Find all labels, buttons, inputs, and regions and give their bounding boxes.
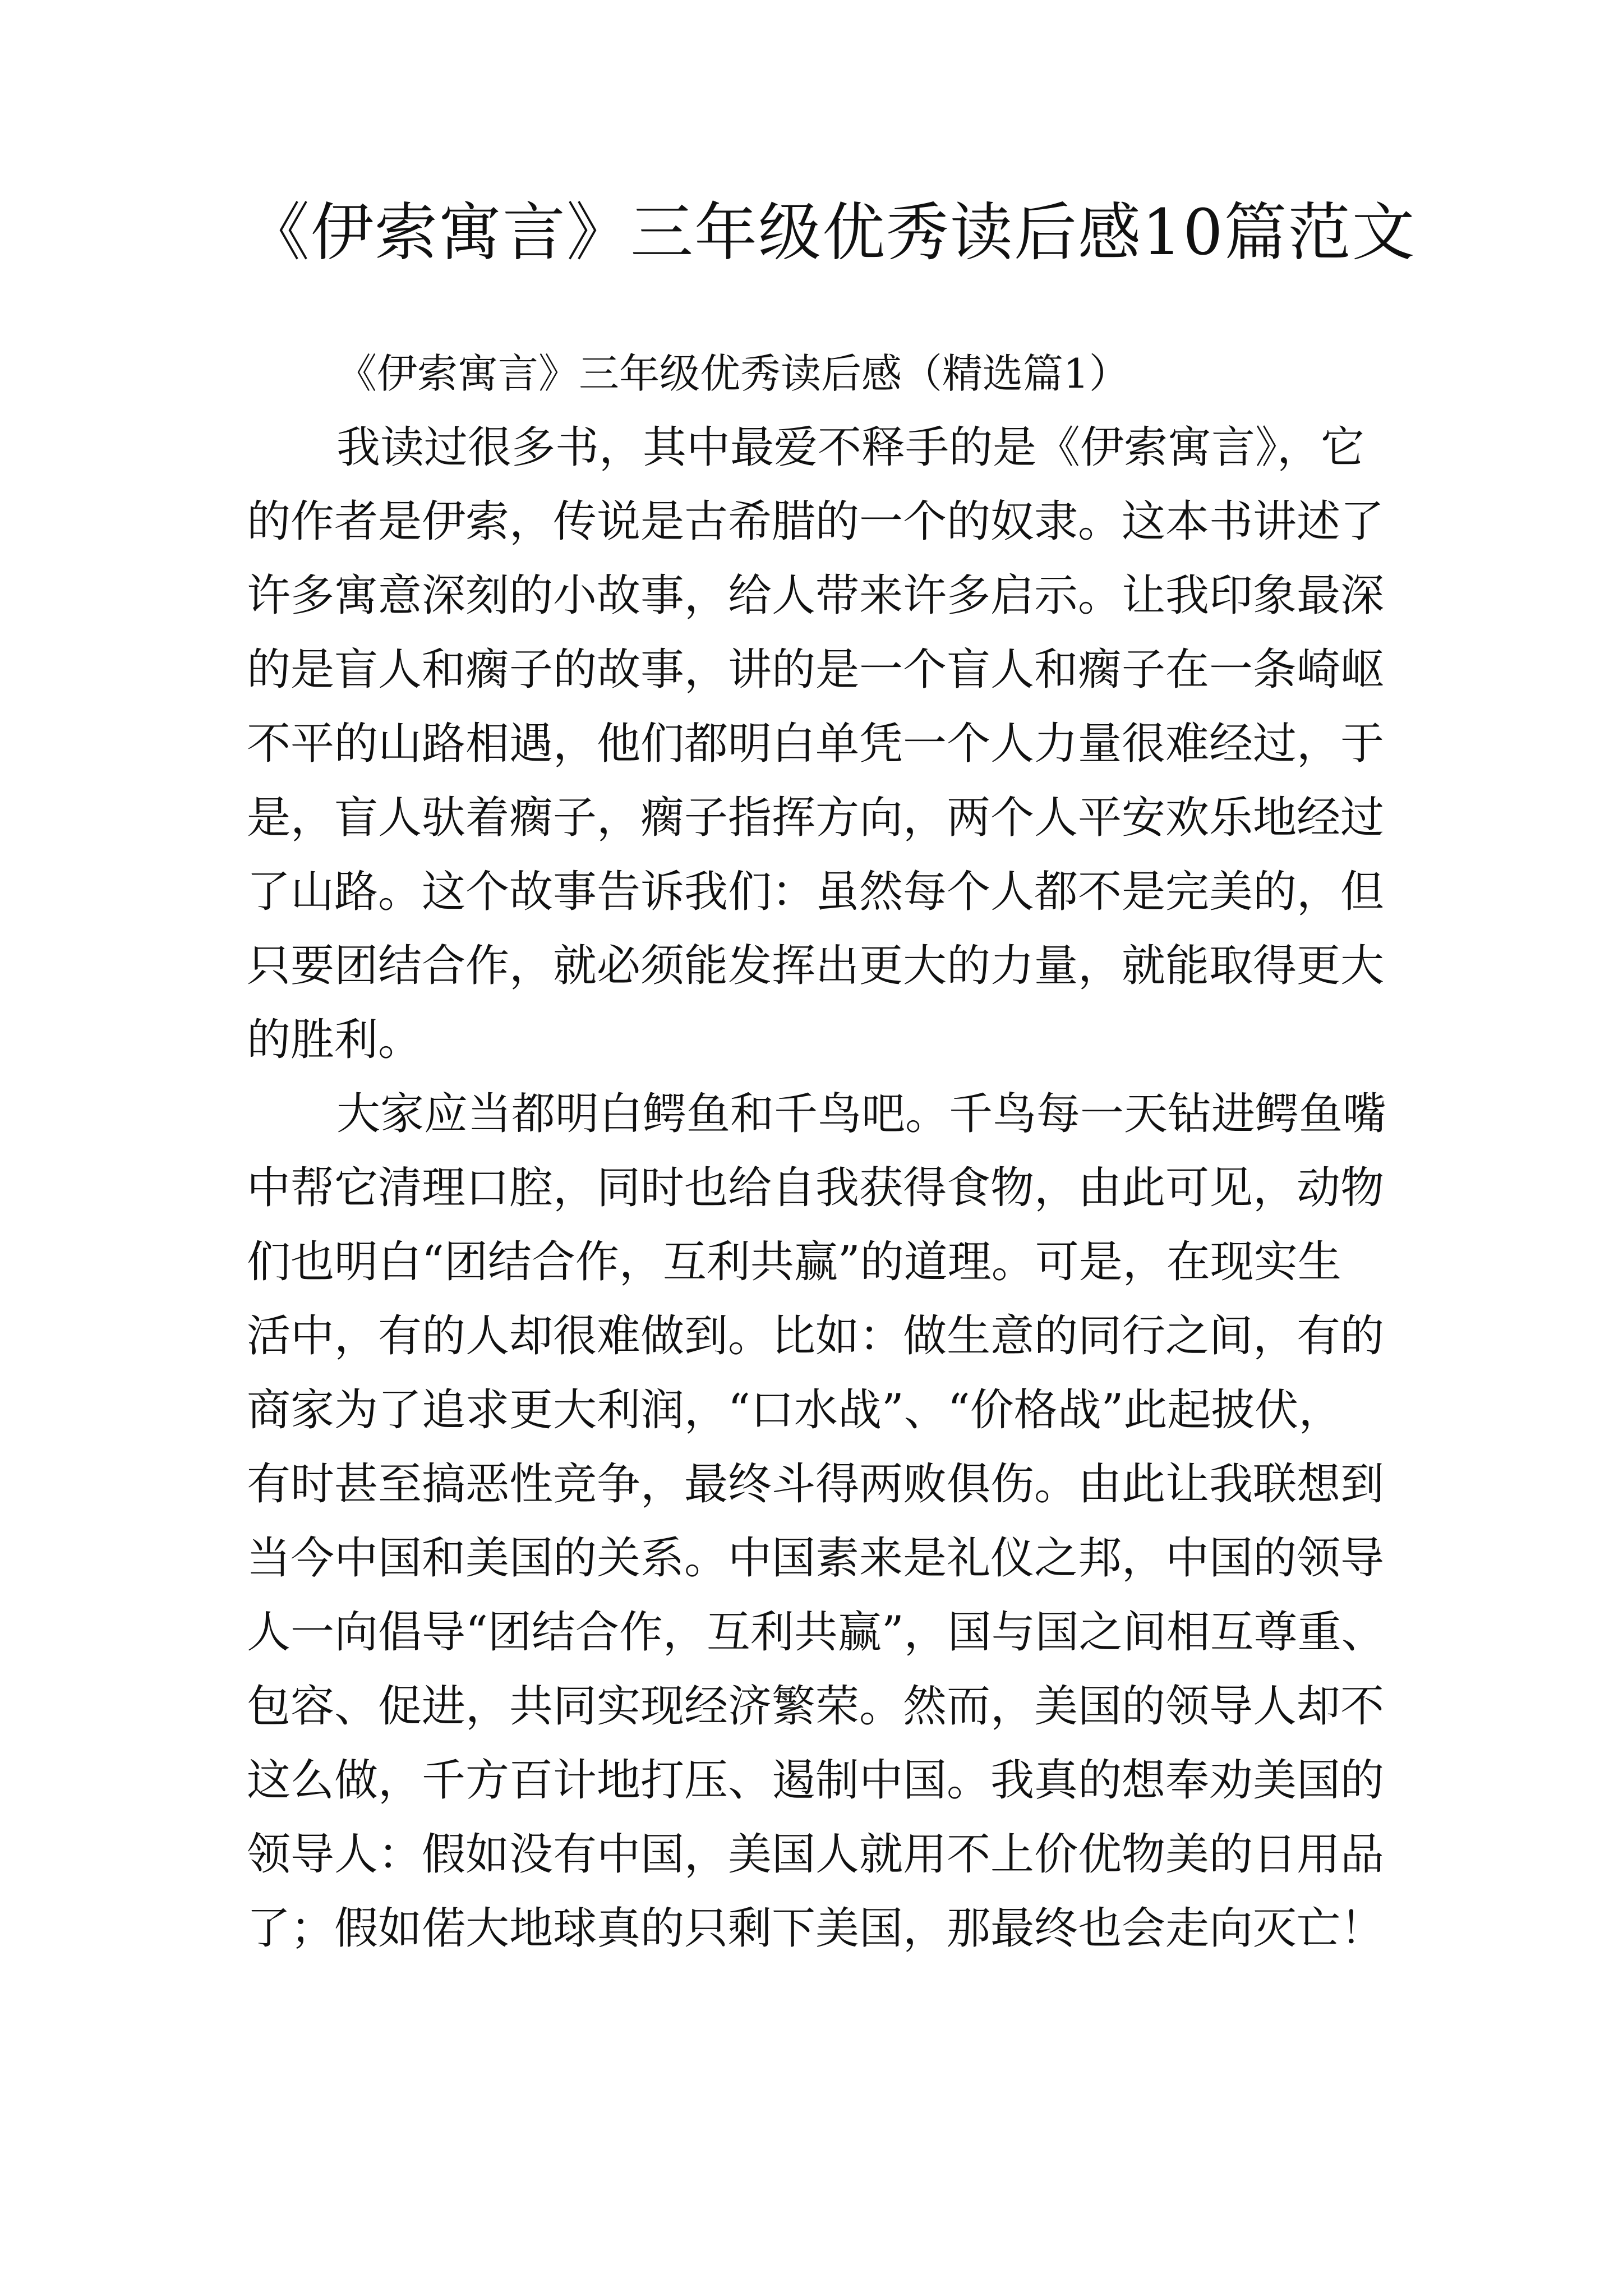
text-line: 有时甚至搞恶性竞争，最终斗得两败俱伤。由此让我联想到: [247, 1459, 1385, 1510]
text-line: 是，盲人驮着瘸子，瘸子指挥方向，两个人平安欢乐地经过: [247, 793, 1385, 843]
text-line: 的是盲人和瘸子的故事，讲的是一个盲人和瘸子在一条崎岖: [247, 645, 1385, 695]
text-line: 只要团结合作，就必须能发挥出更大的力量，就能取得更大: [247, 941, 1385, 991]
text-line: 人一向倡导“团结合作，互利共赢”，国与国之间相互尊重、: [247, 1607, 1385, 1658]
paragraph-1: [247, 411, 1385, 1077]
text-line: 包容、促进，共同实现经济繁荣。然而，美国的领导人却不: [247, 1681, 1385, 1732]
text-line: 了山路。这个故事告诉我们：虽然每个人都不是完美的，但: [247, 867, 1385, 917]
text-line: 的胜利。: [247, 1015, 422, 1065]
text-line: 中帮它清理口腔，同时也给自我获得食物，由此可见，动物: [247, 1163, 1385, 1213]
text-line: 领导人：假如没有中国，美国人就用不上价优物美的日用品: [247, 1829, 1385, 1880]
text-line: 我读过很多书，其中最爱不释手的是《伊索寓言》，它: [336, 422, 1365, 473]
text-line: 们也明白“团结合作，互利共赢”的道理。可是，在现实生: [247, 1237, 1341, 1287]
text-line: 大家应当都明白鳄鱼和千鸟吧。千鸟每一天钻进鳄鱼嘴: [336, 1089, 1387, 1139]
text-line: 当今中国和美国的关系。中国素来是礼仪之邦，中国的领导: [247, 1533, 1385, 1584]
text-line: 这么做，千方百计地打压、遏制中国。我真的想奉劝美国的: [247, 1755, 1385, 1806]
document-body: [247, 337, 1387, 1966]
document-title: 《伊索寓言》三年级优秀读后感10篇范文: [247, 196, 1416, 269]
text-line: 许多寓意深刻的小故事，给人带来许多启示。让我印象最深: [247, 570, 1385, 621]
paragraph-2: [247, 1077, 1387, 1966]
section-heading: 《伊索寓言》三年级优秀读后感（精选篇1）: [336, 350, 1129, 397]
text-line: 商家为了追求更大利润，“口水战”、“价格战”此起披伏，: [247, 1385, 1343, 1435]
text-line: 不平的山路相遇，他们都明白单凭一个人力量很难经过，于: [247, 719, 1385, 769]
text-line: 了；假如偌大地球真的只剩下美国，那最终也会走向灭亡！: [247, 1903, 1385, 1954]
text-line: 活中，有的人却很难做到。比如：做生意的同行之间，有的: [247, 1311, 1385, 1361]
text-line: 的作者是伊索，传说是古希腊的一个的奴隶。这本书讲述了: [247, 496, 1385, 547]
